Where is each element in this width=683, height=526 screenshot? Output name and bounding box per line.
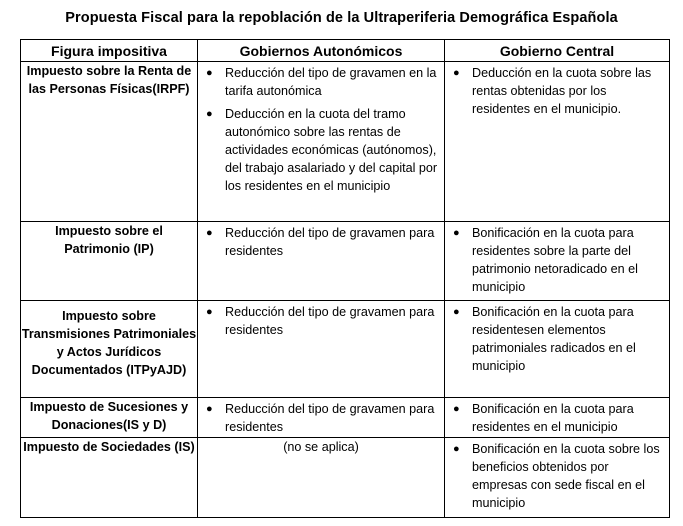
document-title: Propuesta Fiscal para la repoblación de la Ultraperiferia Demográfica Española — [65, 10, 618, 26]
measure-text: Bonificación en la cuota para residentes en el municipio — [472, 402, 634, 434]
central-measures-list — [445, 301, 669, 376]
bullet-icon: ● — [453, 67, 460, 79]
autonomic-measures-list — [198, 222, 444, 261]
bullet-icon: ● — [453, 227, 460, 239]
fiscal-proposal-table — [20, 39, 670, 518]
autonomic-cell — [198, 398, 445, 438]
measure-text: Deducción en la cuota sobre las rentas obtenidas por los residentes en el municipio. — [472, 66, 652, 116]
list-item — [198, 64, 440, 100]
autonomic-cell — [198, 62, 445, 222]
measure-text: Reducción del tipo de gravamen para residentes — [225, 305, 435, 337]
table-row-ip — [21, 222, 670, 301]
table-row-itpyajd — [21, 301, 670, 398]
autonomic-measures-list — [198, 301, 444, 340]
table-row-irpf — [21, 62, 670, 222]
central-cell — [445, 222, 670, 301]
bullet-icon: ● — [453, 403, 460, 415]
header-figura-impositiva: Figura impositiva — [21, 40, 198, 62]
bullet-icon: ● — [206, 108, 213, 120]
figure-cell: Impuesto sobre Transmisiones Patrimoniales y Actos Jurídicos Documentados (ITPyAJD) — [21, 301, 198, 398]
measure-text: Reducción del tipo de gravamen para residentes — [225, 402, 435, 434]
list-item — [198, 303, 440, 339]
central-cell — [445, 438, 670, 518]
central-measures-list — [445, 438, 669, 513]
central-cell — [445, 62, 670, 222]
bullet-icon: ● — [206, 227, 213, 239]
measure-text: Reducción del tipo de gravamen para residentes — [225, 226, 435, 258]
central-measures-list — [445, 398, 669, 437]
autonomic-cell — [198, 301, 445, 398]
autonomic-cell-not-applicable: (no se aplica) — [198, 438, 445, 518]
bullet-icon: ● — [206, 67, 213, 79]
autonomic-cell — [198, 222, 445, 301]
header-gobiernos-autonomicos: Gobiernos Autonómicos — [198, 40, 445, 62]
table-row-is — [21, 438, 670, 518]
autonomic-measures-list — [198, 62, 444, 196]
central-cell — [445, 398, 670, 438]
list-item — [445, 224, 665, 296]
figure-cell: Impuesto de Sucesiones y Donaciones(IS y D) — [21, 398, 198, 438]
list-item — [445, 400, 665, 436]
central-measures-list — [445, 62, 669, 119]
measure-text: Bonificación en la cuota sobre los beneficios obtenidos por empresas con sede fiscal en el municipio — [472, 442, 660, 510]
list-item — [198, 400, 440, 436]
bullet-icon: ● — [453, 306, 460, 318]
figure-cell: Impuesto sobre la Renta de las Personas Físicas(IRPF) — [21, 62, 198, 222]
list-item — [445, 303, 665, 375]
central-cell — [445, 301, 670, 398]
table-header-row — [21, 40, 670, 62]
figure-cell: Impuesto de Sociedades (IS) — [21, 438, 198, 518]
list-item — [445, 64, 665, 118]
central-measures-list — [445, 222, 669, 297]
measure-text: Reducción del tipo de gravamen en la tarifa autonómica — [225, 66, 437, 98]
header-gobierno-central: Gobierno Central — [445, 40, 670, 62]
bullet-icon: ● — [453, 443, 460, 455]
list-item — [445, 440, 665, 512]
list-item — [198, 224, 440, 260]
figure-cell: Impuesto sobre el Patrimonio (IP) — [21, 222, 198, 301]
bullet-icon: ● — [206, 306, 213, 318]
measure-text: Bonificación en la cuota para residentesen elementos patrimoniales radicados en el municipio — [472, 305, 636, 373]
table-row-isyd — [21, 398, 670, 438]
autonomic-measures-list — [198, 398, 444, 437]
measure-text: Deducción en la cuota del tramo autonómico sobre las rentas de actividades económicas (autónomos), del trabajo asalariado y del capital por los residentes en el municipio — [225, 107, 438, 193]
measure-text: Bonificación en la cuota para residentes sobre la parte del patrimonio netoradicado en el municipio — [472, 226, 638, 294]
list-item — [198, 105, 440, 195]
bullet-icon: ● — [206, 403, 213, 415]
